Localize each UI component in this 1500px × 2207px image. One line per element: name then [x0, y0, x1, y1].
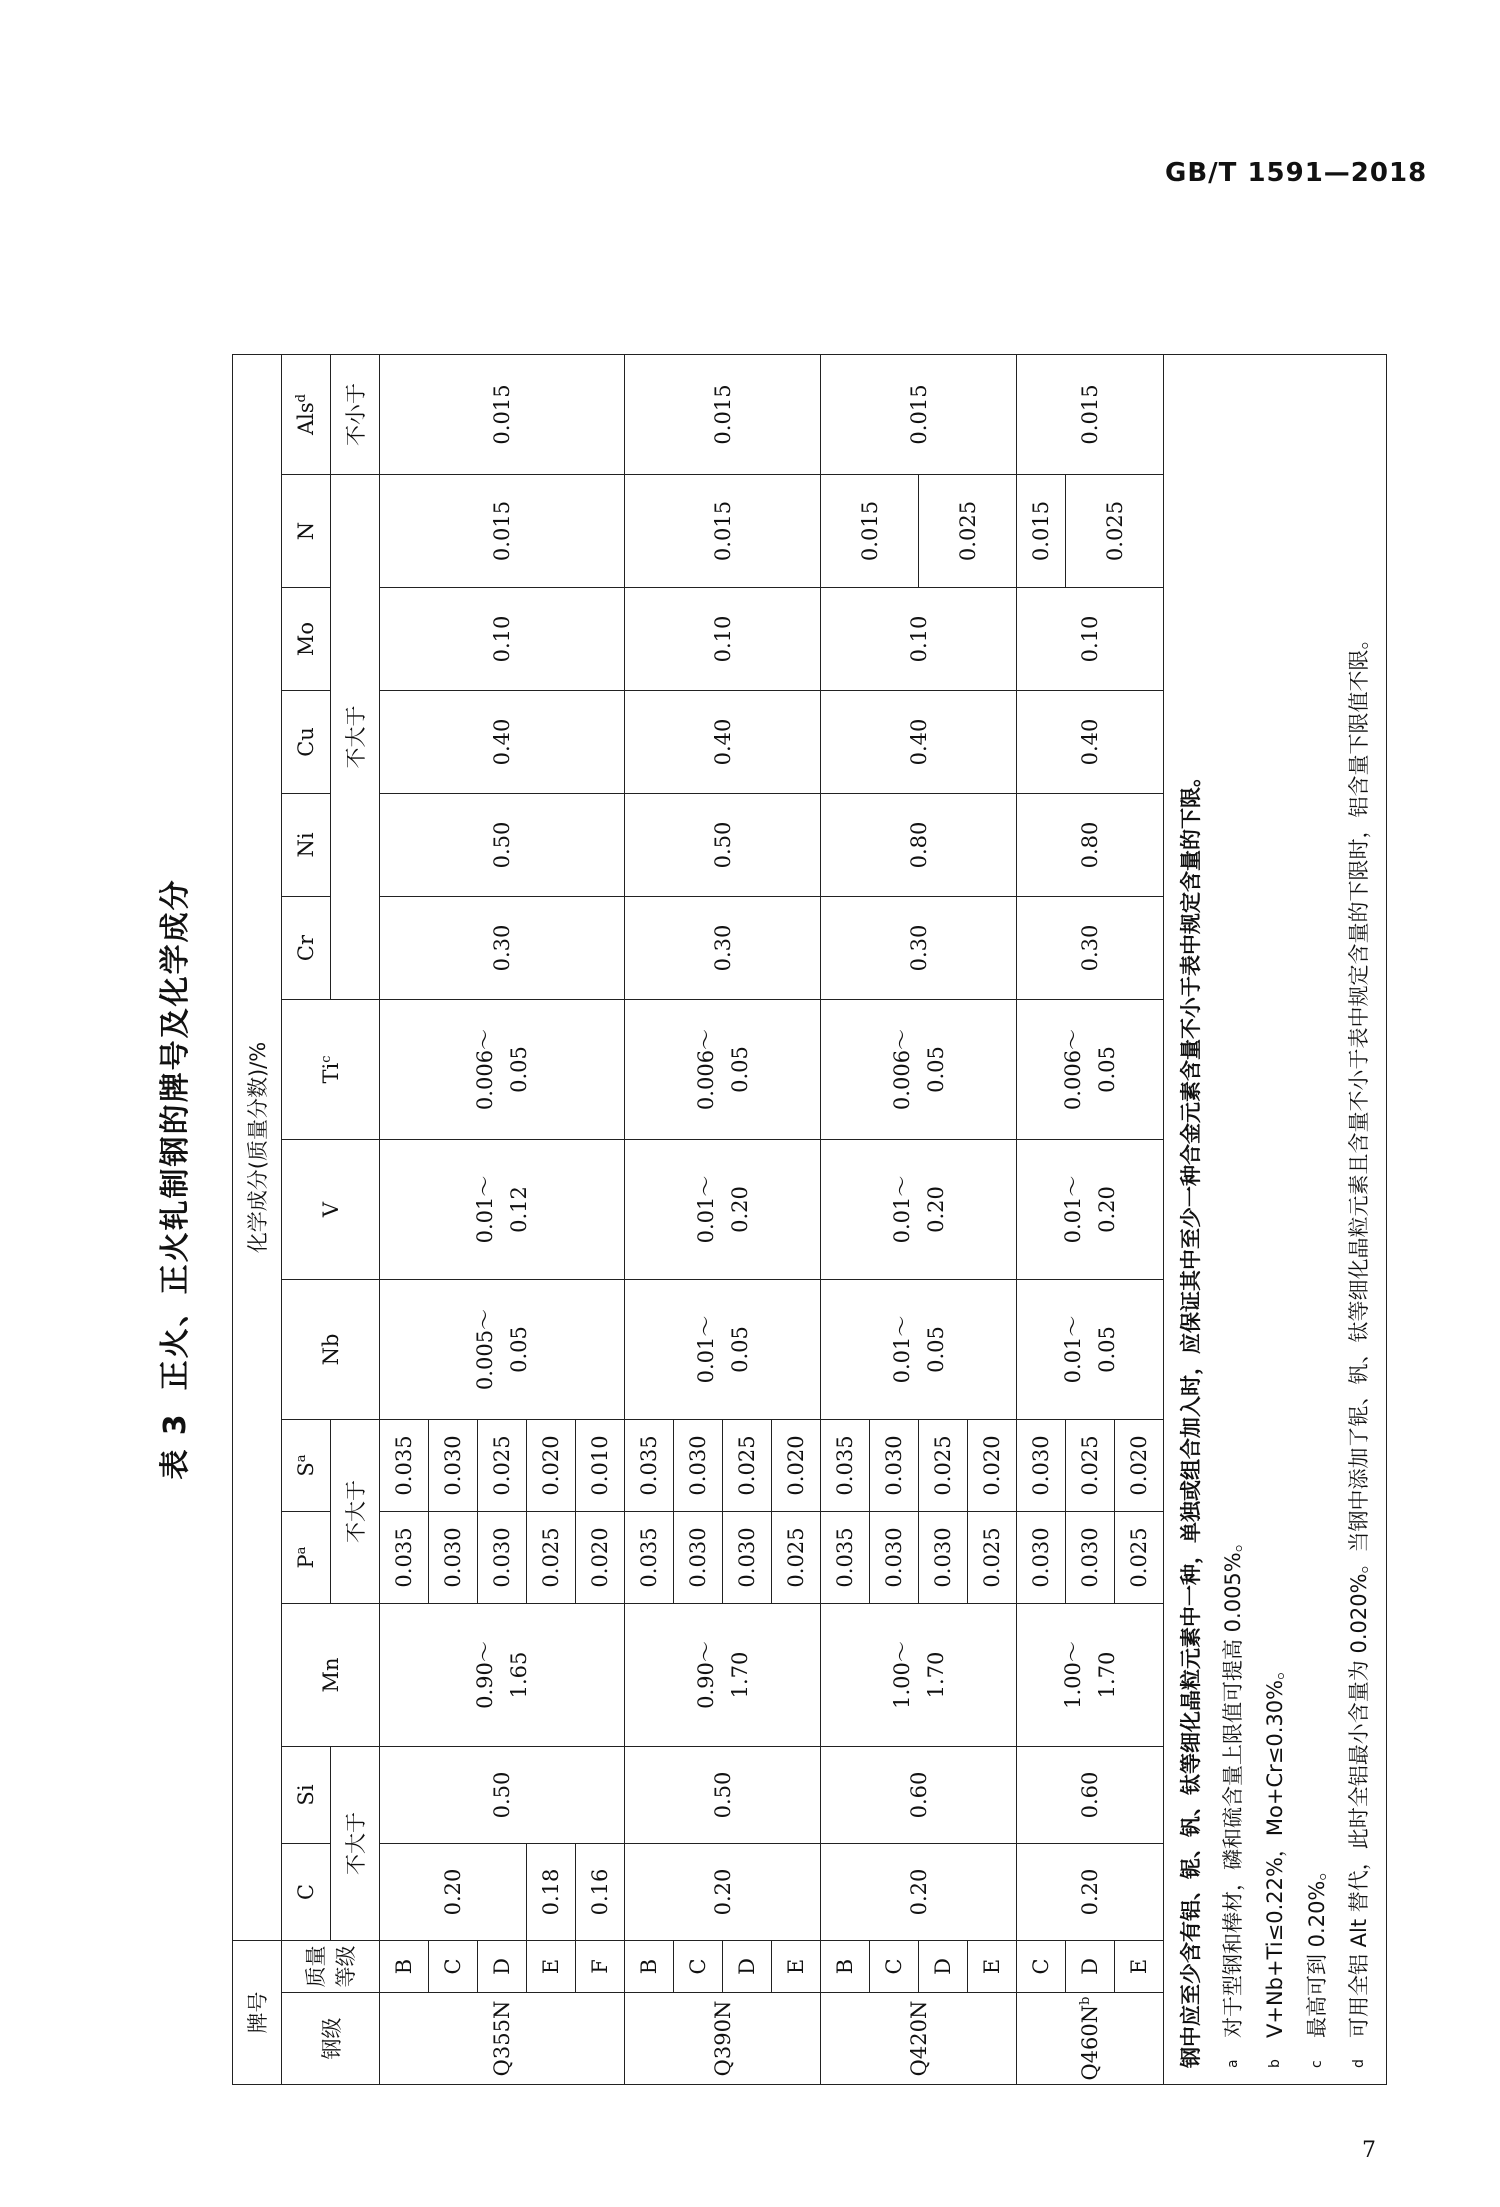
cell-p: 0.025: [527, 1512, 576, 1604]
cell-cr: 0.30: [380, 897, 625, 1000]
quality-grade: B: [821, 1941, 870, 1993]
cell-n: 0.025: [919, 475, 1017, 588]
steel-grade-q420n: Q420N: [821, 1993, 1017, 2085]
footnote-ref-c: c: [318, 1055, 334, 1063]
cell-c: 0.20: [625, 1844, 821, 1941]
cell-s: 0.025: [478, 1420, 527, 1512]
cell-cu: 0.40: [380, 691, 625, 794]
cell-ni: 0.50: [625, 794, 821, 897]
table-note-main: 钢中应至少含有铝、铌、钒、钛等细化晶粒元素中一种，单独或组合加入时，应保证其中至少一种合金元素含量不小于表中规定含量的下限。: [1179, 766, 1203, 2068]
cell-c: 0.20: [1017, 1844, 1164, 1941]
cell-mn-max: 1.65: [507, 1651, 531, 1699]
cell-nb-min: 0.01～: [693, 1315, 718, 1384]
quality-grade: C: [1017, 1941, 1066, 1993]
cell-s: 0.030: [429, 1420, 478, 1512]
cell-p: 0.030: [1017, 1512, 1066, 1604]
table-caption-number: 表 3: [158, 1412, 193, 1480]
footnote-ref-a: a: [294, 1454, 309, 1463]
cell-p: 0.025: [968, 1512, 1017, 1604]
footnote-ref-a: a: [294, 1546, 309, 1555]
cell-p: 0.025: [1115, 1512, 1164, 1604]
quality-grade: C: [870, 1941, 919, 1993]
header-p: [282, 1512, 331, 1604]
cell-cr: 0.30: [625, 897, 821, 1000]
cell-s: 0.030: [870, 1420, 919, 1512]
footnote-text: 最高可到 0.20%。: [1305, 1859, 1329, 2038]
header-ti-symbol: Ti: [318, 1062, 343, 1084]
cell-ti: [380, 1000, 625, 1140]
table-notes-row: [1164, 354, 1387, 2084]
cell-nb-max: 0.05: [1095, 1326, 1119, 1373]
header-composition: 化学成分(质量分数)/%: [233, 354, 282, 1940]
cell-s: 0.010: [576, 1420, 625, 1512]
cell-nb-max: 0.05: [923, 1326, 948, 1373]
table-row: [821, 354, 870, 2084]
quality-grade: B: [380, 1941, 429, 1993]
header-ti: [282, 1000, 380, 1140]
quality-grade: F: [576, 1941, 625, 1993]
cell-ti-min: 0.006～: [473, 1028, 497, 1111]
cell-s: 0.035: [380, 1420, 429, 1512]
cell-ti: [1017, 1000, 1164, 1140]
footnote-c: [1296, 371, 1338, 2068]
quality-grade: E: [527, 1941, 576, 1993]
cell-v-max: 0.12: [507, 1186, 531, 1233]
footnote-mark: a: [1225, 2059, 1241, 2068]
header-cr: Cr: [282, 897, 331, 1000]
table-row: [1017, 354, 1066, 2084]
quality-grade: E: [772, 1941, 821, 1993]
cell-s: 0.020: [527, 1420, 576, 1512]
cell-nb: [625, 1280, 821, 1420]
cell-c: 0.20: [821, 1844, 1017, 1941]
cell-si: 0.60: [821, 1747, 1017, 1844]
footnote-ref-d: d: [294, 394, 309, 403]
cell-p: 0.030: [674, 1512, 723, 1604]
cell-s: 0.030: [674, 1420, 723, 1512]
cell-nb: [380, 1280, 625, 1420]
header-si: Si: [282, 1747, 331, 1844]
cell-ti-max: 0.05: [1095, 1046, 1119, 1093]
cell-ni: 0.80: [1017, 794, 1164, 897]
cell-ni: 0.80: [821, 794, 1017, 897]
cell-s: 0.025: [723, 1420, 772, 1512]
cell-ti-max: 0.05: [923, 1046, 948, 1093]
cell-mn-max: 1.70: [727, 1651, 752, 1699]
header-als-limit: 不小于: [331, 354, 380, 474]
quality-grade: D: [1066, 1941, 1115, 1993]
cell-si: 0.60: [1017, 1747, 1164, 1844]
cell-mn-max: 1.70: [1095, 1651, 1119, 1699]
cell-ti-min: 0.006～: [889, 1028, 914, 1111]
footnote-b: [1254, 371, 1296, 2068]
cell-mn-max: 1.70: [923, 1651, 948, 1699]
header-s-symbol: S: [294, 1462, 318, 1477]
footnote-text: 可用全铝 Alt 替代，此时全铝最小含量为 0.020%。当钢中添加了铌、钒、钛等细化晶粒元素且含量不小于表中规定含量的下限时，铝含量下限值不限。: [1347, 628, 1371, 2038]
footnote-text: 对于型钢和棒材，磷和硫含量上限值可提高 0.005%。: [1221, 1531, 1245, 2038]
header-s: [282, 1420, 331, 1512]
cell-cu: 0.40: [625, 691, 821, 794]
cell-p: 0.035: [821, 1512, 870, 1604]
cell-mo: 0.10: [1017, 588, 1164, 691]
cell-mn: [625, 1604, 821, 1747]
rotated-table-page: [140, 230, 1390, 2150]
cell-ti-min: 0.006～: [693, 1028, 718, 1111]
cell-p: 0.025: [772, 1512, 821, 1604]
table-caption-title: 正火、正火轧制钢的牌号及化学成分: [158, 878, 193, 1391]
quality-grade: C: [674, 1941, 723, 1993]
cell-ti-max: 0.05: [727, 1046, 752, 1093]
cell-s: 0.035: [821, 1420, 870, 1512]
cell-s: 0.025: [1066, 1420, 1115, 1512]
footnote-a: [1212, 371, 1254, 2068]
header-c-si-limit: 不大于: [331, 1747, 380, 1941]
quality-grade: D: [723, 1941, 772, 1993]
cell-si: 0.50: [625, 1747, 821, 1844]
header-c: C: [282, 1844, 331, 1941]
cell-mn-min: 0.90～: [473, 1641, 497, 1709]
table-notes: [1164, 354, 1387, 2084]
quality-grade: B: [625, 1941, 674, 1993]
cell-p: 0.030: [1066, 1512, 1115, 1604]
steel-grade-q460n: [1017, 1993, 1164, 2085]
header-n: N: [282, 475, 331, 588]
chemical-composition-table: [232, 354, 1387, 2085]
cell-p: 0.020: [576, 1512, 625, 1604]
header-cu: Cu: [282, 691, 331, 794]
cell-s: 0.020: [1115, 1420, 1164, 1512]
cell-als: 0.015: [821, 354, 1017, 474]
page-number: 7: [1362, 2138, 1376, 2163]
footnote-text: V+Nb+Ti≤0.22%，Mo+Cr≤0.30%。: [1263, 1658, 1287, 2038]
cell-als: 0.015: [380, 354, 625, 474]
cell-p: 0.030: [429, 1512, 478, 1604]
steel-grade-q355n: Q355N: [380, 1993, 625, 2085]
header-nb: Nb: [282, 1280, 380, 1420]
cell-c: 0.20: [380, 1844, 527, 1941]
cell-v-max: 0.20: [727, 1186, 752, 1233]
cell-v-min: 0.01～: [889, 1175, 914, 1244]
header-p-symbol: P: [294, 1554, 318, 1569]
header-mn: Mn: [282, 1604, 380, 1747]
header-als-symbol: Als: [294, 402, 318, 435]
cell-nb-max: 0.05: [507, 1326, 531, 1373]
cell-n: 0.015: [821, 475, 919, 588]
cell-p: 0.030: [919, 1512, 968, 1604]
cell-v-max: 0.20: [1095, 1186, 1119, 1233]
cell-n: 0.015: [1017, 475, 1066, 588]
cell-s: 0.020: [968, 1420, 1017, 1512]
header-ni: Ni: [282, 794, 331, 897]
header-cr-n-limit: 不大于: [331, 475, 380, 1000]
table-row: [625, 354, 674, 2084]
cell-nb: [1017, 1280, 1164, 1420]
cell-n: 0.015: [380, 475, 625, 588]
cell-p: 0.030: [870, 1512, 919, 1604]
cell-nb-min: 0.005～: [473, 1308, 497, 1391]
header-steel-grade: 钢级: [282, 1993, 380, 2085]
header-v: V: [282, 1140, 380, 1280]
cell-v-min: 0.01～: [1061, 1175, 1085, 1244]
cell-v-min: 0.01～: [693, 1175, 718, 1244]
header-quality-grade: 质量等级: [282, 1941, 380, 1993]
cell-cr: 0.30: [821, 897, 1017, 1000]
cell-mn: [1017, 1604, 1164, 1747]
cell-p: 0.035: [625, 1512, 674, 1604]
cell-n: 0.025: [1066, 475, 1164, 588]
quality-grade: C: [429, 1941, 478, 1993]
cell-mo: 0.10: [625, 588, 821, 691]
cell-mo: 0.10: [821, 588, 1017, 691]
footnote-mark: c: [1309, 2060, 1325, 2068]
cell-mn-min: 1.00～: [1061, 1641, 1085, 1709]
cell-ti: [821, 1000, 1017, 1140]
header-mo: Mo: [282, 588, 331, 691]
quality-grade: E: [968, 1941, 1017, 1993]
cell-als: 0.015: [1017, 354, 1164, 474]
cell-p: 0.030: [478, 1512, 527, 1604]
cell-p: 0.030: [723, 1512, 772, 1604]
footnote-d: [1338, 371, 1380, 2068]
cell-nb-min: 0.01～: [889, 1315, 914, 1384]
steel-grade-q390n: Q390N: [625, 1993, 821, 2085]
cell-cu: 0.40: [1017, 691, 1164, 794]
cell-als: 0.015: [625, 354, 821, 474]
cell-mn-min: 1.00～: [889, 1641, 914, 1709]
standard-number: GB/T 1591—2018: [1165, 158, 1428, 188]
cell-mo: 0.10: [380, 588, 625, 691]
quality-grade: E: [1115, 1941, 1164, 1993]
cell-s: 0.020: [772, 1420, 821, 1512]
cell-ti: [625, 1000, 821, 1140]
cell-nb-max: 0.05: [727, 1326, 752, 1373]
cell-ni: 0.50: [380, 794, 625, 897]
header-als: [282, 354, 331, 474]
header-p-s-limit: 不大于: [331, 1420, 380, 1604]
cell-ti-min: 0.006～: [1061, 1028, 1085, 1111]
table-row: [380, 354, 429, 2084]
quality-grade: D: [919, 1941, 968, 1993]
cell-nb-min: 0.01～: [1061, 1315, 1085, 1384]
cell-si: 0.50: [380, 1747, 625, 1844]
cell-v-min: 0.01～: [473, 1175, 497, 1244]
cell-c: 0.16: [576, 1844, 625, 1941]
quality-grade: D: [478, 1941, 527, 1993]
cell-mn-min: 0.90～: [693, 1641, 718, 1709]
cell-v: [821, 1140, 1017, 1280]
cell-mn: [380, 1604, 625, 1747]
cell-cu: 0.40: [821, 691, 1017, 794]
footnote-mark: d: [1351, 2059, 1367, 2068]
cell-v: [380, 1140, 625, 1280]
cell-s: 0.030: [1017, 1420, 1066, 1512]
cell-c: 0.18: [527, 1844, 576, 1941]
cell-p: 0.035: [380, 1512, 429, 1604]
cell-v: [1017, 1140, 1164, 1280]
steel-grade-q460n-label: Q460N: [1078, 2004, 1102, 2081]
table-caption: [150, 230, 194, 2150]
header-grade: 牌号: [233, 1941, 282, 2085]
cell-n: 0.015: [625, 475, 821, 588]
cell-mn: [821, 1604, 1017, 1747]
cell-s: 0.025: [919, 1420, 968, 1512]
cell-v: [625, 1140, 821, 1280]
cell-cr: 0.30: [1017, 897, 1164, 1000]
footnote-ref-b: b: [1078, 1996, 1093, 2005]
footnote-mark: b: [1267, 2059, 1283, 2068]
cell-s: 0.035: [625, 1420, 674, 1512]
cell-v-max: 0.20: [923, 1186, 948, 1233]
cell-ti-max: 0.05: [507, 1046, 531, 1093]
cell-nb: [821, 1280, 1017, 1420]
